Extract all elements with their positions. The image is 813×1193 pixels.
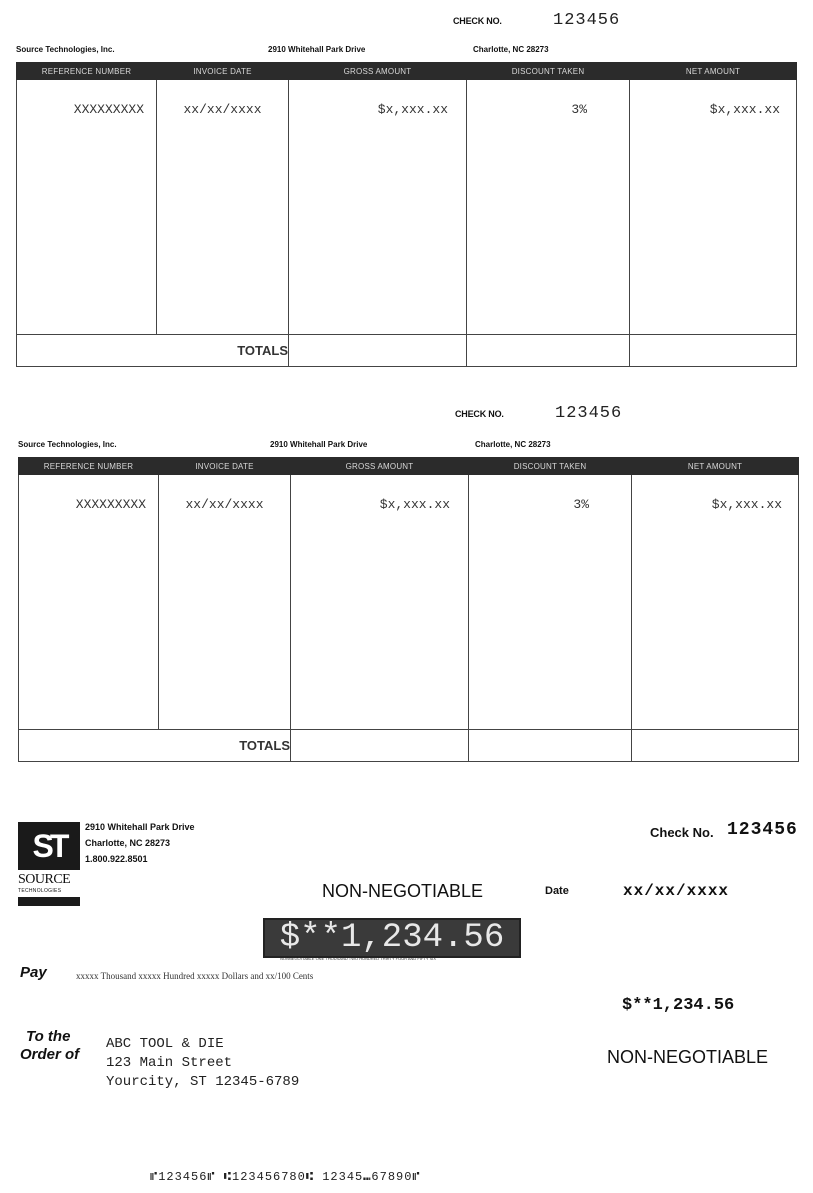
stub2-col-invoice-date: INVOICE DATE bbox=[159, 458, 291, 475]
stub1-city: Charlotte, NC 28273 bbox=[473, 45, 549, 54]
stub1-totals-discount bbox=[467, 335, 630, 367]
stub2-company: Source Technologies, Inc. bbox=[18, 440, 117, 449]
pay-words: xxxxx Thousand xxxxx Hundred xxxxx Dollars and xx/100 Cents bbox=[76, 971, 314, 981]
stub1-table bbox=[16, 62, 797, 367]
amount-box: $**1,234.56 bbox=[263, 918, 521, 958]
stub2-cell-reference: XXXXXXXXX bbox=[19, 475, 159, 730]
logo-bar bbox=[18, 897, 80, 906]
stub2-city: Charlotte, NC 28273 bbox=[475, 440, 551, 449]
logo-sub: TECHNOLOGIES bbox=[18, 888, 62, 894]
payee-line-1: ABC TOOL & DIE bbox=[106, 1036, 224, 1052]
stub2-col-gross: GROSS AMOUNT bbox=[291, 458, 469, 475]
stub2-totals-gross bbox=[291, 730, 469, 762]
stub2-totals-label: TOTALS bbox=[19, 730, 291, 762]
date-label: Date bbox=[545, 885, 569, 897]
source-logo-icon: ST bbox=[18, 822, 80, 870]
stub1-company: Source Technologies, Inc. bbox=[16, 45, 115, 54]
stub2-col-reference: REFERENCE NUMBER bbox=[19, 458, 159, 475]
logo-brand: SOURCE bbox=[18, 872, 71, 887]
payee-line-3: Yourcity, ST 12345-6789 bbox=[106, 1074, 300, 1090]
micr-line: ⑈123456⑈ ⑆123456780⑆ 12345⑉67890⑈ bbox=[150, 1170, 421, 1184]
stub2-totals-net bbox=[632, 730, 799, 762]
stub1-totals-label: TOTALS bbox=[17, 335, 289, 367]
stub2-address: 2910 Whitehall Park Drive bbox=[270, 440, 368, 449]
stub2-cell-invoice-date: xx/xx/xxxx bbox=[159, 475, 291, 730]
stub1-col-invoice-date: INVOICE DATE bbox=[157, 63, 289, 80]
stub2-col-net: NET AMOUNT bbox=[632, 458, 799, 475]
date-value: xx/xx/xxxx bbox=[623, 882, 730, 900]
stub2-cell-discount: 3% bbox=[469, 475, 632, 730]
non-negotiable-top: NON-NEGOTIABLE bbox=[322, 881, 484, 901]
stub1-col-net: NET AMOUNT bbox=[630, 63, 797, 80]
stub1-check-no: 123456 bbox=[553, 11, 621, 30]
stub1-col-reference: REFERENCE NUMBER bbox=[17, 63, 157, 80]
stub2-check-no: 123456 bbox=[555, 404, 623, 423]
amount-microprint: NONNEGOTIABLE ONE THOUSAND TWO HUNDRED THIRTY FOUR AND FIFTY SIX bbox=[280, 956, 437, 961]
check-addr2: Charlotte, NC 28273 bbox=[85, 838, 171, 848]
stub1-totals-gross bbox=[289, 335, 467, 367]
stub1-cell-discount: 3% bbox=[467, 80, 630, 335]
stub1-check-no-label: CHECK NO. bbox=[453, 16, 502, 26]
stub2-table bbox=[18, 457, 799, 762]
stub1-cell-reference: XXXXXXXXX bbox=[17, 80, 157, 335]
stub2-col-discount: DISCOUNT TAKEN bbox=[469, 458, 632, 475]
check-no-label: Check No. bbox=[650, 825, 714, 840]
stub1-col-gross: GROSS AMOUNT bbox=[289, 63, 467, 80]
stub1-cell-gross: $x,xxx.xx bbox=[289, 80, 467, 335]
stub1-cell-invoice-date: xx/xx/xxxx bbox=[157, 80, 289, 335]
stub2-check-no-label: CHECK NO. bbox=[455, 409, 504, 419]
check-no: 123456 bbox=[727, 820, 798, 840]
stub2-totals-discount bbox=[469, 730, 632, 762]
payee-line-2: 123 Main Street bbox=[106, 1055, 233, 1071]
pay-label: Pay bbox=[20, 964, 47, 981]
stub2-cell-net: $x,xxx.xx bbox=[632, 475, 799, 730]
non-negotiable-bottom: NON-NEGOTIABLE bbox=[607, 1047, 769, 1067]
stub1-address: 2910 Whitehall Park Drive bbox=[268, 45, 366, 54]
check-addr1: 2910 Whitehall Park Drive bbox=[85, 822, 195, 832]
order-label-1: To the bbox=[26, 1028, 71, 1045]
stub2-cell-gross: $x,xxx.xx bbox=[291, 475, 469, 730]
amount-right: $**1,234.56 bbox=[622, 996, 735, 1015]
order-label-2: Order of bbox=[20, 1046, 80, 1063]
check-phone: 1.800.922.8501 bbox=[85, 854, 148, 864]
stub1-cell-net: $x,xxx.xx bbox=[630, 80, 797, 335]
stub1-totals-net bbox=[630, 335, 797, 367]
stub1-col-discount: DISCOUNT TAKEN bbox=[467, 63, 630, 80]
